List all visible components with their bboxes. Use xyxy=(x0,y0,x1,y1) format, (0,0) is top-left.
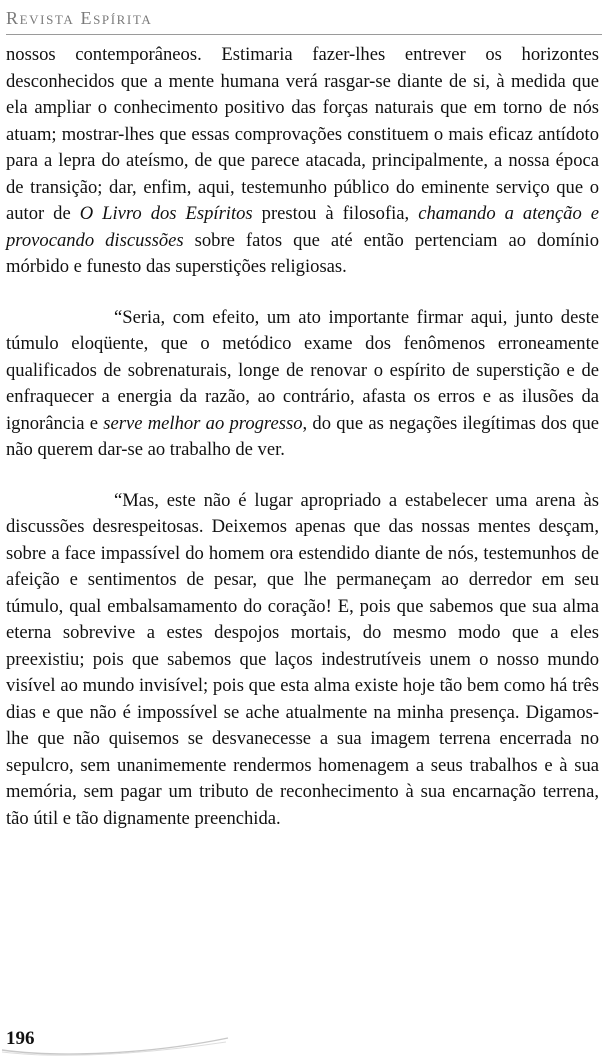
paragraph-2 xyxy=(6,305,599,464)
paragraph-2-text: , do que as negações ilegítimas dos que não querem dar-se ao trabalho de ver. xyxy=(6,412,599,460)
paragraph-3 xyxy=(6,488,599,833)
page-number: 196 xyxy=(6,1028,35,1049)
page-swoosh-ornament xyxy=(0,1030,230,1056)
running-header-title: Revista Espírita xyxy=(6,8,153,28)
paragraph-1-text: nossos contemporâneos. Estimaria fazer-lhes entrever os horizontes desconhecidos que a mente humana verá rasgar-se diante de si, à medida que ela ampliar o conhecimento positivo das forças naturais que em torno de nós atuam; mostrar-lhes que essas comprovações constituem o mais eficaz antídoto para a lepra do ateísmo, de que parece atacada, principalmente, a nossa época de transição; dar, enfim, aqui, testemunho público do eminente serviço que o autor de xyxy=(6,44,599,224)
paragraph-1-text: prestou à filosofia, xyxy=(252,203,419,224)
header-divider xyxy=(6,34,602,35)
page-body xyxy=(6,42,599,856)
paragraph-2-text: “Seria, com efeito, um ato importante firmar aqui, junto deste túmulo eloqüente, que o metódico exame dos fenômenos erroneamente qualificados de sobrenaturais, longe de renovar o espírito de superstição e de enfraquecer a energia da razão, ao contrário, afasta os erros e as ilusões da ignorância e xyxy=(6,306,599,434)
paragraph-1-text: sobre fatos que até então pertenciam ao domínio mórbido e funesto das superstições religiosas. xyxy=(6,229,599,277)
paragraph-3-text: “Mas, este não é lugar apropriado a estabelecer uma arena às discussões desrespeitosas. Deixemos apenas que das nossas mentes desçam, sobre a face impassível do homem ora estendido diante de nós, testemunhos de afeição e sentimentos de pesar, que lhe permaneçam ao derredor em seu túmulo, qual embalsamamento do coração! E, pois que sabemos que sua alma eterna sobrevive a estes despojos mortais, do mesmo modo que a eles preexistiu; pois que sabemos que laços indestrutíveis unem o nosso mundo visível ao mundo invisível; pois que esta alma existe hoje tão bem como há três dias e que não é impossível se ache atualmente na minha presença. Digamos-lhe que não quisemos se desvanecesse a sua imagem terrena encerrada no sepulcro, sem unanimemente rendermos homenagem a seus trabalhos e à sua memória, sem pagar um tributo de reconhecimento à sua encarnação terrena, tão útil e tão dignamente preenchida. xyxy=(6,489,599,829)
book-title-italic: O Livro dos Espíritos xyxy=(79,203,253,224)
paragraph-1 xyxy=(6,42,599,281)
emphasis-italic: chamando a atenção e provocando discussões xyxy=(6,203,599,251)
emphasis-italic: serve melhor ao progresso xyxy=(103,412,303,434)
